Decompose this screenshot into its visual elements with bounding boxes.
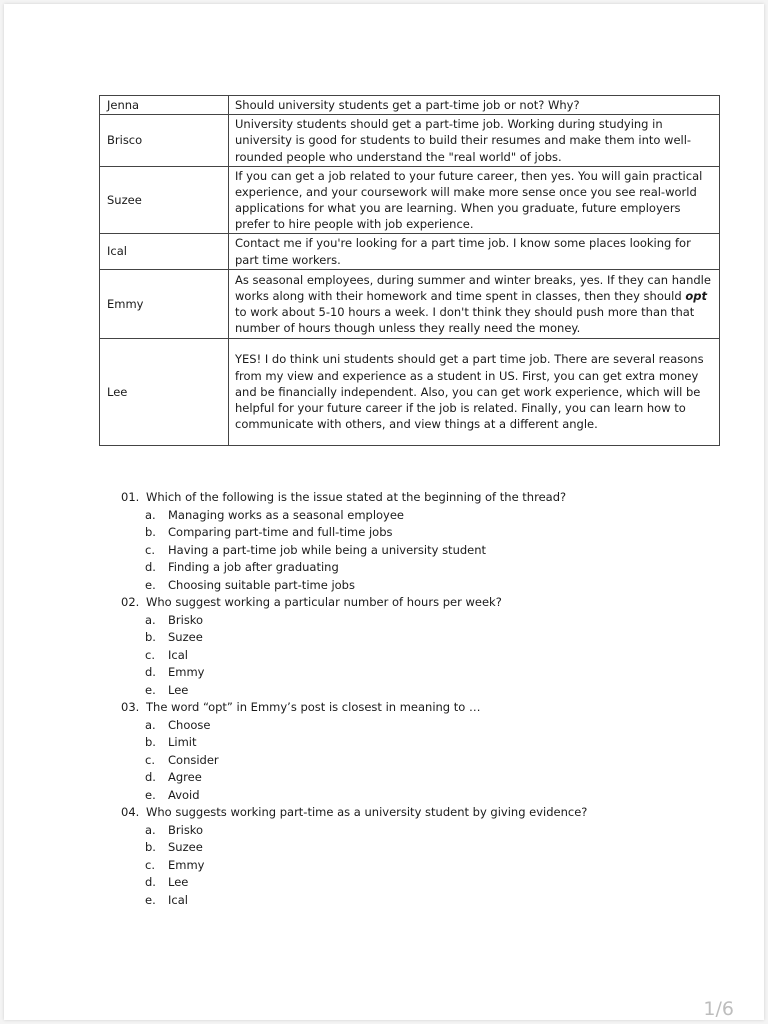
question-number: 01. [121, 490, 140, 504]
answer-option [121, 787, 681, 805]
option-text: Brisko [168, 822, 204, 837]
option-letter: d. [145, 770, 156, 784]
option-letter: e. [145, 892, 156, 907]
table-row [100, 115, 720, 167]
emphasized-word: opt [685, 288, 707, 303]
option-letter: c. [145, 542, 155, 557]
answer-option [121, 857, 681, 875]
answer-option [121, 647, 681, 665]
option-letter: e. [145, 682, 156, 697]
option-letter: e. [145, 787, 156, 802]
reply-text-part: As seasonal employees, during summer and winter breaks, yes. If they can handle works along with their homework and time spent in classes, then they should [235, 272, 711, 303]
option-letter: b. [145, 630, 156, 644]
question-list [121, 489, 681, 909]
answer-option [121, 559, 681, 577]
option-letter: c. [145, 752, 155, 767]
option-text: Lee [168, 682, 189, 697]
question-text [121, 594, 681, 612]
option-text: Emmy [168, 665, 205, 679]
question-prompt: Who suggests working part-time as a university student by giving evidence? [146, 805, 588, 819]
option-text: Agree [168, 770, 202, 784]
option-letter: a. [145, 507, 156, 522]
table-row [100, 270, 720, 339]
option-letter: a. [145, 717, 156, 732]
answer-option [121, 664, 681, 682]
option-text: Choose [168, 717, 211, 732]
answer-option [121, 507, 681, 525]
reply-author-name: Lee [100, 339, 229, 446]
option-letter: b. [145, 525, 156, 539]
question-block [121, 804, 681, 909]
reply-author-name: Brisco [100, 115, 229, 167]
forum-thread-table [99, 95, 720, 446]
option-text: Choosing suitable part-time jobs [168, 577, 355, 592]
option-letter: c. [145, 857, 155, 872]
answer-option [121, 752, 681, 770]
reply-text: Contact me if you're looking for a part time job. I know some places looking for part time workers. [229, 234, 720, 270]
question-number: 03. [121, 700, 140, 714]
reply-text: University students should get a part-time job. Working during studying in university is good for students to build their resumes and make them into well-rounded people who understand the "real world" of jobs. [229, 115, 720, 167]
question-block [121, 489, 681, 594]
question-prompt: Which of the following is the issue stated at the beginning of the thread? [146, 490, 567, 504]
answer-option [121, 874, 681, 892]
reply-text: YES! I do think uni students should get a part time job. There are several reasons from my view and experience as a student in US. First, you can get extra money and be financially independent. Also, you can get work experience, which will be helpful for your future career if the job is related. Finally, you can learn how to communicate with others, and view things at a different angle. [229, 339, 720, 446]
option-letter: a. [145, 822, 156, 837]
table-row [100, 234, 720, 270]
table-row [100, 339, 720, 446]
option-text: Comparing part-time and full-time jobs [168, 525, 393, 539]
thread-question: Should university students get a part-time job or not? Why? [229, 96, 720, 115]
option-letter: e. [145, 577, 156, 592]
option-text: Ical [168, 647, 188, 662]
option-text: Brisko [168, 612, 204, 627]
option-letter: d. [145, 875, 156, 889]
question-number: 02. [121, 595, 140, 609]
option-text: Finding a job after graduating [168, 560, 339, 574]
answer-option [121, 717, 681, 735]
option-text: Ical [168, 892, 188, 907]
answer-option [121, 682, 681, 700]
answer-option [121, 577, 681, 595]
answer-option [121, 629, 681, 647]
answer-option [121, 822, 681, 840]
answer-option [121, 542, 681, 560]
reply-text-part: to work about 5-10 hours a week. I don't think they should push more than that number of hours though unless they really need the money. [235, 305, 695, 336]
option-letter: b. [145, 735, 156, 749]
reply-author-name: Ical [100, 234, 229, 270]
document-page [4, 4, 764, 1020]
question-prompt: The word “opt” in Emmy’s post is closest in meaning to … [146, 700, 481, 714]
option-text: Suzee [168, 840, 203, 854]
option-letter: d. [145, 665, 156, 679]
reply-text: If you can get a job related to your future career, then yes. You will gain practical experience, and your coursework will make more sense once you see real-world applications for what you are learning. When you graduate, future employers prefer to hire people with job experience. [229, 167, 720, 234]
option-text: Having a part-time job while being a university student [168, 542, 487, 557]
question-text [121, 804, 681, 822]
option-letter: b. [145, 840, 156, 854]
reply-author-name: Suzee [100, 167, 229, 234]
reply-text [229, 270, 720, 339]
page-indicator: 1/6 [703, 998, 734, 1020]
answer-option [121, 839, 681, 857]
answer-option [121, 769, 681, 787]
answer-option [121, 612, 681, 630]
option-letter: c. [145, 647, 155, 662]
thread-header-row [100, 96, 720, 115]
answer-option [121, 892, 681, 910]
thread-author-name: Jenna [100, 96, 229, 115]
question-prompt: Who suggest working a particular number of hours per week? [146, 595, 502, 609]
table-row [100, 167, 720, 234]
option-text: Emmy [168, 857, 205, 872]
option-letter: d. [145, 560, 156, 574]
option-text: Suzee [168, 630, 203, 644]
question-number: 04. [121, 805, 140, 819]
option-text: Managing works as a seasonal employee [168, 507, 405, 522]
option-text: Avoid [168, 787, 200, 802]
option-text: Limit [168, 735, 197, 749]
reply-author-name: Emmy [100, 270, 229, 339]
question-block [121, 594, 681, 699]
question-text [121, 489, 681, 507]
option-text: Consider [168, 752, 219, 767]
answer-option [121, 734, 681, 752]
question-block [121, 699, 681, 804]
option-letter: a. [145, 612, 156, 627]
answer-option [121, 524, 681, 542]
option-text: Lee [168, 875, 189, 889]
question-text [121, 699, 681, 717]
